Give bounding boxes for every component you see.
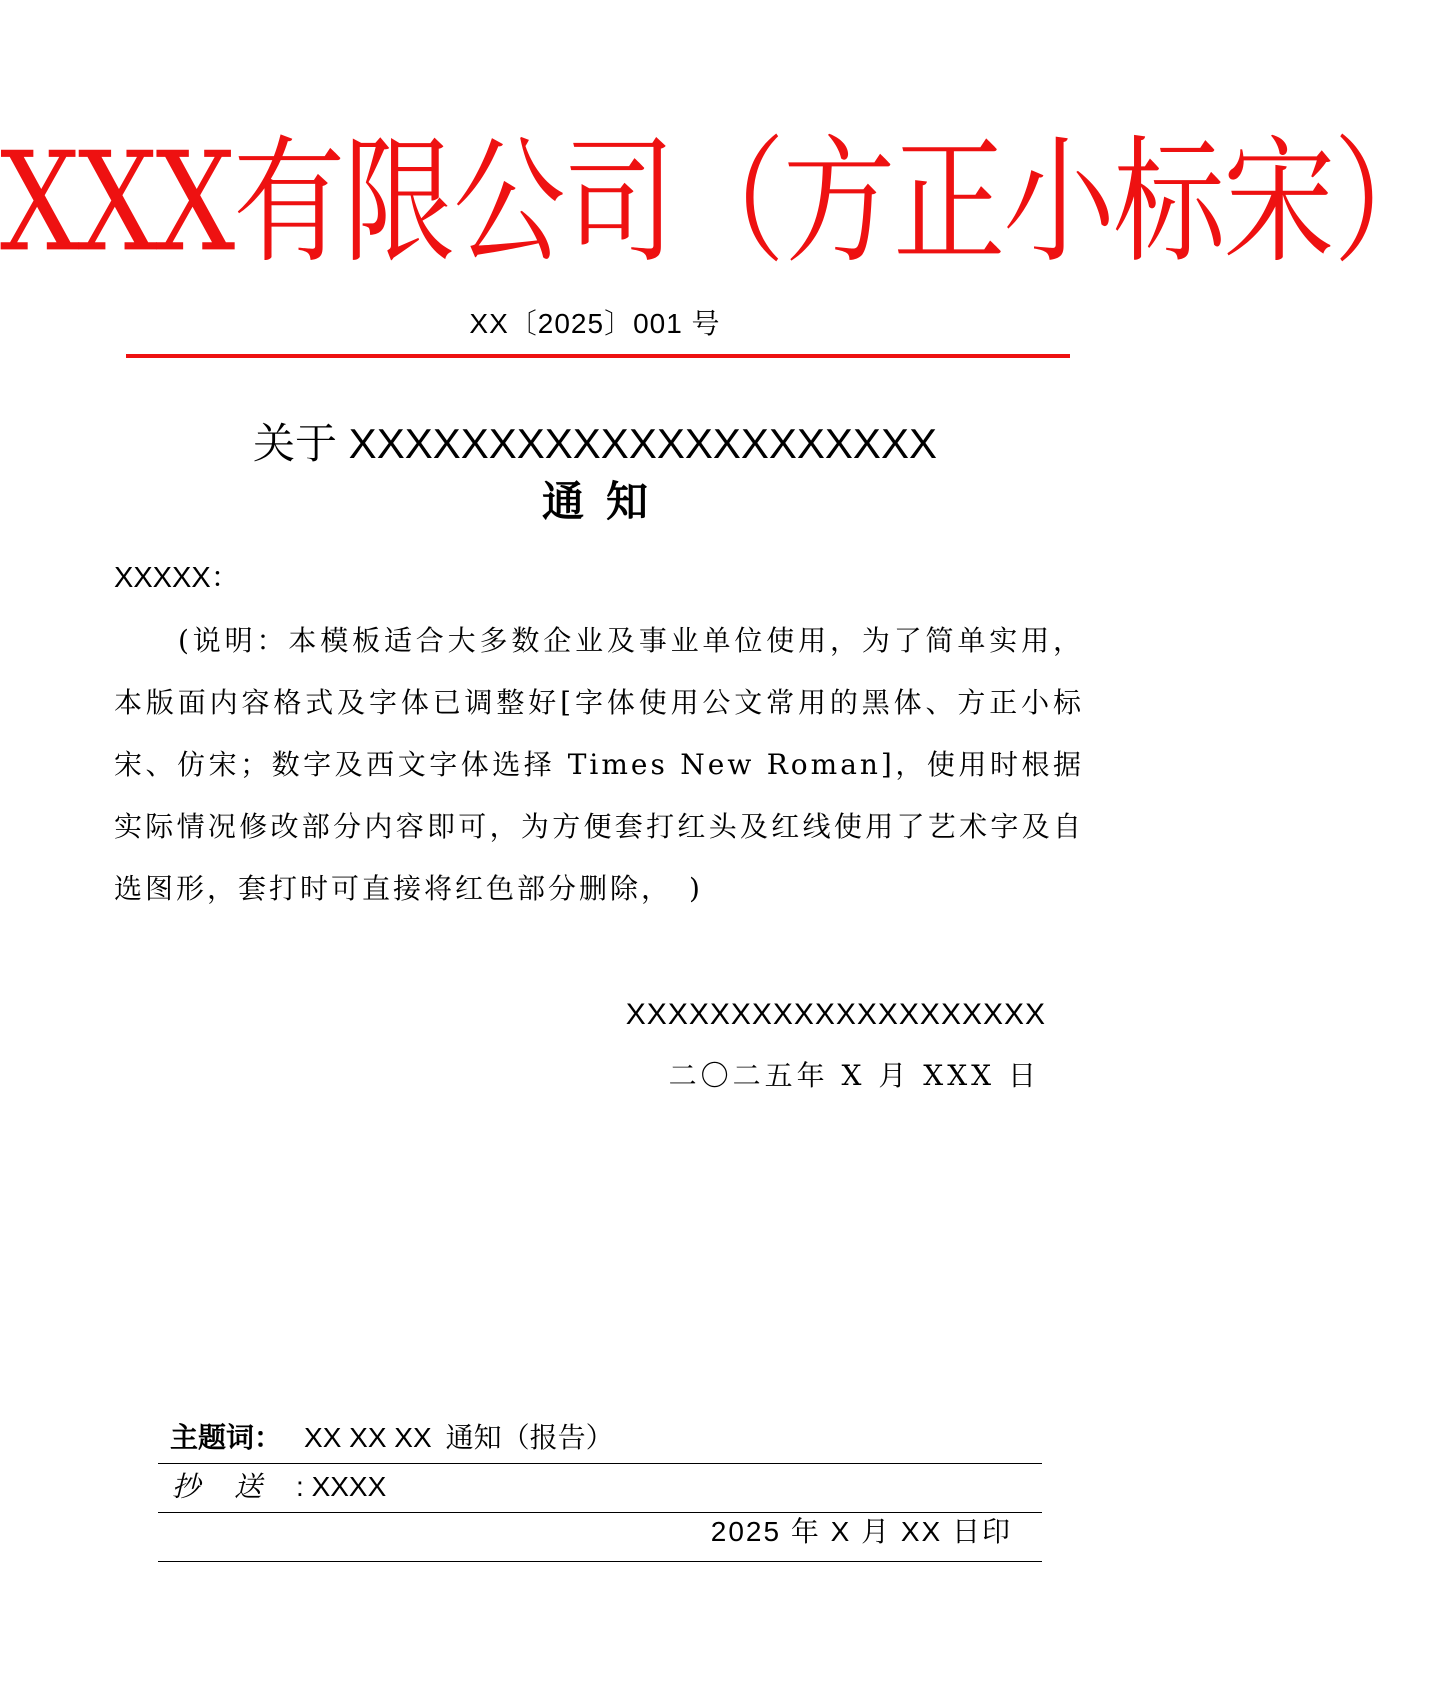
- body-paragraph: (说明：本模板适合大多数企业及事业单位使用，为了简单实用，本版面内容格式及字体已调整好[字体使用公文常用的黑体、方正小标宋、仿宋；数字及西文字体选择 Times New Roman]，使用时根据实际情况修改部分内容即可，为方便套打红头及红线使用了艺术字及自选图形，套打时可直接将红色部分删除， ): [114, 624, 1084, 905]
- salutation: XXXXX：: [114, 562, 240, 594]
- red-divider-line: [126, 354, 1070, 358]
- footer-rule-top: [158, 1463, 1042, 1464]
- company-title: XXX有限公司（方正小标宋）: [0, 123, 1443, 283]
- red-letterhead: [0, 118, 1443, 288]
- print-date: 2025 年 X 月 XX 日印: [710, 1516, 1012, 1547]
- footer-rule-middle: [158, 1512, 1042, 1513]
- notice-title-suffix: 通知: [541, 477, 670, 526]
- document-number: XX〔2025〕001 号: [469, 308, 721, 339]
- cc-label: 抄送: [172, 1470, 297, 1503]
- cc-row: [172, 1469, 386, 1505]
- keywords-row: [170, 1420, 614, 1456]
- cc-value: : XXXX: [296, 1471, 387, 1502]
- keywords-label: 主题词：: [170, 1421, 283, 1454]
- keywords-value: XX XX XX: [304, 1422, 432, 1453]
- notice-title: 关于 XXXXXXXXXXXXXXXXXXXXX: [253, 420, 937, 467]
- signing-organization: XXXXXXXXXXXXXXXXXXXX: [625, 998, 1046, 1031]
- keywords-tail: 通知（报告）: [445, 1421, 614, 1454]
- signing-date: 二〇二五年 X 月 XXX 日: [668, 1059, 1040, 1092]
- footer-rule-bottom: [158, 1561, 1042, 1562]
